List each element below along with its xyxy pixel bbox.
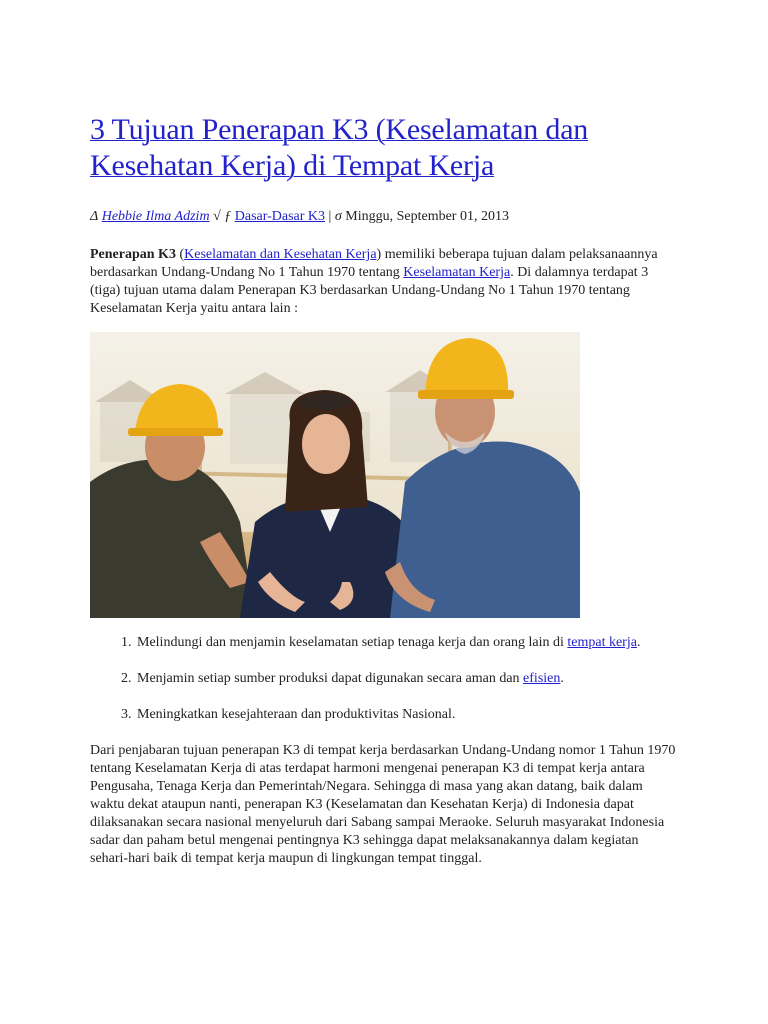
intro-link-k3[interactable]: Keselamatan dan Kesehatan Kerja	[184, 247, 377, 262]
article-title	[90, 112, 680, 184]
category-icon: √ ƒ	[209, 209, 235, 224]
goals-list	[90, 634, 680, 724]
post-date: Minggu, September 01, 2013	[341, 209, 509, 224]
intro-text-2: ) memiliki beberapa tujuan dalam pelaksanaannya berdasarkan Undang-Undang No 1 Tahun 1970 tentang	[90, 247, 658, 280]
article-meta	[90, 208, 680, 226]
meta-separator: |	[325, 209, 335, 224]
intro-text-3: . Di dalamnya terdapat 3 (tiga) tujuan utama dalam Penerapan K3 berdasarkan Undang-Undang No 1 Tahun 1970 tentang Keselamatan Kerja yaitu antara lain :	[90, 265, 649, 316]
article-photo	[90, 332, 580, 618]
article	[90, 112, 680, 868]
intro-link-keselamatan[interactable]: Keselamatan Kerja	[403, 265, 511, 280]
summary-paragraph: Dari penjabaran tujuan penerapan K3 di tempat kerja berdasarkan Undang-Undang nomor 1 Tahun 1970 tentang Keselamatan Kerja di atas terdapat harmoni mengenai penerapan K3 di tempat kerja antara Pengusaha, Tenaga Kerja dan Pemerintah/Negara. Sehingga di masa yang akan datang, baik dalam waktu dekat ataupun nanti, penerapan K3 (Keselamatan dan Kesehatan Kerja) di Indonesia dapat dilaksanakan secara nasional menyeluruh dari Sabang sampai Meraoke. Seluruh masyarakat Indonesia sadar dan paham betul mengenai pentingnya K3 sehingga dapat melaksanakannya dalam kegiatan sehari-hari baik di tempat kerja maupun di lingkungan tempat tinggal.	[90, 743, 676, 866]
list-item	[135, 634, 680, 652]
tempat-kerja-link[interactable]: tempat kerja	[567, 635, 637, 650]
list-item-end: .	[560, 671, 564, 686]
workers-photo-illustration	[90, 332, 580, 618]
list-item-end: .	[636, 635, 641, 650]
author-link[interactable]: Hebbie Ilma Adzim	[101, 209, 210, 224]
intro-bold: Penerapan K3	[90, 247, 176, 262]
list-item-text: Menjamin setiap sumber produksi dapat digunakan secara aman dan	[137, 671, 524, 686]
intro-paragraph	[90, 246, 680, 318]
list-item	[135, 670, 680, 688]
intro-text-1: (	[175, 247, 185, 262]
article-title-link[interactable]: 3 Tujuan Penerapan K3 (Keselamatan dan Kesehatan Kerja) di Tempat Kerja	[90, 113, 589, 182]
author-icon: Δ	[90, 209, 99, 224]
list-item	[135, 706, 680, 724]
date-icon: σ	[334, 209, 342, 224]
efisien-link[interactable]: efisien	[523, 671, 561, 686]
list-item-text: Meningkatkan kesejahteraan dan produktivitas Nasional.	[137, 707, 456, 722]
list-item-text: Melindungi dan menjamin keselamatan setiap tenaga kerja dan orang lain di	[137, 635, 568, 650]
category-link[interactable]: Dasar-Dasar K3	[234, 209, 326, 224]
